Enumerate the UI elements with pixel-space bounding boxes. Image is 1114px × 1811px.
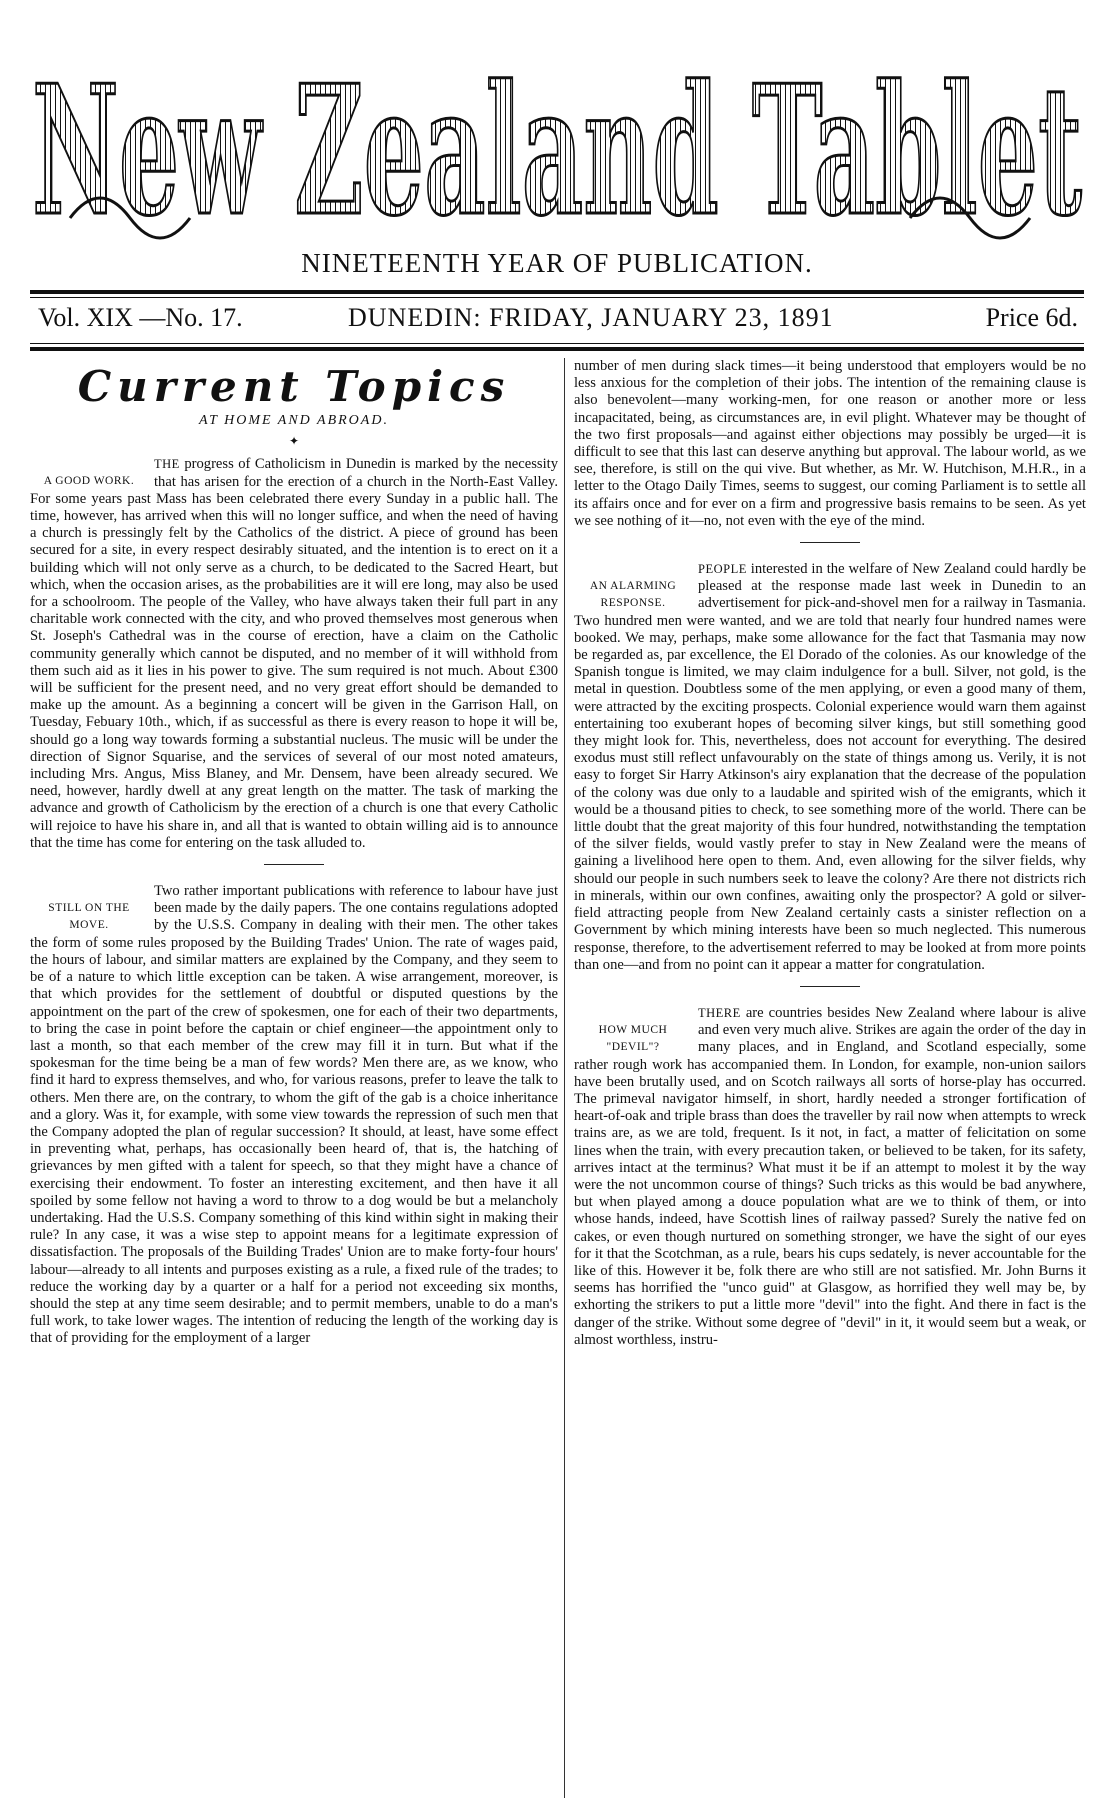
masthead-blackletter-title (30, 18, 1084, 248)
article-text: progress of Catholicism in Dunedin is marked by the necessity that has arisen for the erection of a church in the North-East Valley. For some years past Mass has been celebrated there every Sunday in a public hall. The time, however, has arrived when this will no longer suffice, and when the need of having a church is pressingly felt by the Catholics of the district. A piece of ground has been secured for a site, in every respect desirably situated, and the intention is to erect on it a building which will not only serve as a church, to be dedicated to the Sacred Heart, but which, when the occasion arises, as the probabilities are it will ere long, may also be used for a schoolroom. The people of the Valley, who have always taken their full part in any charitable work connected with the city, and who proved themselves most generous when St. Joseph's Cathedral was in the course of erection, have a claim on the Catholic community generally which cannot be disputed, and no member of it will withhold from them such aid as it lies in his power to give. The sum required is not much. About £300 will be sufficient for the present need, and no very great effort should be demanded to make up the amount. As a beginning a concert will be given in the Garrison Hall, on Tuesday, Febuary 10th., which, if as successful as there is every reason to hope it will be, should go a long way towards forming a substantial nucleus. The music will be under the direction of Signor Squarise, and the services of several of our most noted amateurs, including Mrs. Angus, Miss Blaney, and Mr. Densem, have been already secured. We need, however, hardly dwell at any great length on the matter. The task of marking the advance and growth of Catholicism by the erection of a church is one that every Catholic will rejoice to have his share in, and all that is wanted to obtain willing aid is to announce that the time has come for entering on the task alluded to. (30, 456, 558, 851)
article-text: Two rather important publications with reference to labour have just been made by the daily papers. The one contains regulations adopted by the U.S.S. Company in dealing with their men. The other takes the form of some rules proposed by the Building Trades' Union. The rate of wages paid, the hours of labour, and similar matters are explained by the Company, and they seem to be of a nature to which little exception can be taken. A wise arrangement, moreover, is that which provides for the settlement of doubtful or disputed questions by the appointment on the part of the crew of spokesmen, one for each of their two departments, to bring the case in point before the captain or chief engineer—the appointment only to last a month, so that each member of the crew may fill it in turn. But what if the spokesman for the time being be a man of few words? Men there are, as we know, who find it hard to express themselves, and who, for various reasons, prefer to leave the talk to others. Men there are, on the contrary, to whom the gift of the gab is a choice inheritance and a glory. Was it, for example, with some view towards the repression of such men that the Company adopted the plan of regular succession? It should, at least, have some effect in preventing what, perhaps, has occasionally been heard of, that is, the hatching of grievances by men gifted with a talent for speech, so that they might have a chance of exercising their endowment. To foster an interesting excitement, and then have it all spoiled by some fellow not having a word to throw to a dog would be but a melancholy undertaking. Had the U.S.S. Company something of this kind within sight in making their rule? In any case, it was a wise step to appoint means for a legitimate expression of dissatisfaction. The proposals of the Building Trades' Union are to make forty-four hours' labour—already to all intents and purposes existing as a rule, a fixed rule of the trades; to reduce the working day by a quarter or a half for a period not exceeding six months, should the step at any time seem desirable; and to permit members, unable to do a man's full work, to take lower wages. The intention of reducing the length of the working day is that of providing for the employment of a larger (30, 883, 558, 1347)
dateline: DUNEDIN: FRIDAY, JANUARY 23, 1891 (348, 303, 834, 332)
info-rule-thick (30, 347, 1084, 351)
right-column (574, 358, 1086, 1353)
column-divider (564, 358, 565, 1798)
price: Price 6d. (985, 303, 1078, 332)
issue-info-bar (38, 303, 1078, 339)
article-lead: THE (154, 457, 180, 472)
article-how-much-devil (574, 1005, 1086, 1349)
left-column (30, 358, 558, 1352)
article-a-good-work (30, 456, 558, 852)
article-side-label: HOW MUCH "DEVIL"? (598, 1023, 668, 1054)
section-heading: Current Topics (77, 362, 511, 411)
article-body (30, 456, 558, 852)
article-still-on-the-move (30, 883, 558, 1347)
article-separator (800, 986, 860, 987)
article-separator (800, 542, 860, 543)
article-side-label: STILL ON THE MOVE. (48, 902, 130, 932)
article-lead: PEOPLE (698, 562, 747, 577)
article-side-label: AN ALARMING RESPONSE. (589, 580, 677, 610)
article-text: number of men during slack times—it being understood that employers would be no less anxious for the completion of their jobs. The intention of the remaining clause is also benevolent—many working-men, for one reason or another more or less incapacitated, being, as circumstances are, in evil plight. Whatever may be thought of the two first proposals—and against either objections may possibly be urged—it is difficult to see that this last can deserve anything but approval. The labour world, as we see, therefore, is still on the qui vive. But whether, as Mr. W. Hutchison, M.H.R., in a letter to the Otago Daily Times, seems to suggest, our coming Parliament is to settle all its affairs once and for ever on a firm and progressive basis remains to be seen. As yet we see nothing of it—no, not even with the eye of the mind. (574, 358, 1086, 529)
article-body (574, 1005, 1086, 1349)
article-separator (264, 864, 324, 865)
article-an-alarming-response (574, 561, 1086, 974)
article-side-label: A GOOD WORK. (43, 475, 135, 488)
section-subheading: AT HOME AND ABROAD. (199, 413, 389, 428)
ornament-icon: ✦ (288, 434, 300, 449)
masthead-title: New Zealand Tablet (32, 46, 1082, 248)
article-continued (574, 358, 1086, 530)
masthead (30, 18, 1084, 258)
article-body (574, 358, 1086, 530)
info-rule-thin (30, 343, 1084, 344)
article-lead: THERE (698, 1005, 741, 1020)
top-rule-thin (30, 297, 1084, 298)
article-text: interested in the welfare of New Zealand could hardly be pleased at the response made last week in Dunedin to an advertisement for pick-and-shovel men for a railway in Tasmania. Two hundred men were wanted, and we are told that nearly four hundred names were booked. We may, perhaps, make some allowance for the fact that Tasmania may now be regarded as, par excellence, the El Dorado of the colonies. As our knowledge of the Spanish tongue is limited, we may claim indulgence for a bull. Silver, not gold, is the metal in question. Doubtless some of the men applying, or even a good many of them, were attracted by the exciting prospects. Colonial experience would warn them against entertaining too exuberant hopes of becoming silver kings, but still something good they might look for. This, nevertheless, does not account for everything. The desired exodus must still reflect unfavourably on the state of things among us. Verily, it is not easy to forget Sir Harry Atkinson's airy explanation that the decrease of the population of the colony was due only to a laudable and spirited wish of the emigrants, which it would be a thousand pities to check, to see something more of the world. There can be little doubt that the great majority of this four hundred, notwithstanding the temptation of the silver fields, would vastly prefer to stay in New Zealand were the means of gaining a livelihood here open to them. And, even allowing for the silver fields, why should our people in such numbers seek to leave the colony? Are there not districts rich in minerals, within our own confines, awaiting only the prospector? A gold or silver-field attracting people from New Zealand certainly casts a sinister reflection on a Government by which mining interests have been so much neglected. This numerous response, therefore, to the advertisement referred to may be looked at from more points than one—and from no point can it appear a matter for congratulation. (574, 561, 1086, 973)
article-body (30, 883, 558, 1347)
article-body (574, 561, 1086, 974)
masthead-subtitle: NINETEENTH YEAR OF PUBLICATION. (301, 248, 813, 278)
article-text: are countries besides New Zealand where labour is alive and even very much alive. Strikes are again the order of the day in many places, and in England, and Scotland especially, some rather rough work has accompanied them. In London, for example, non-union sailors have been brutally used, and on Scotch railways all sorts of horse-play has occurred. The primeval navigator himself, in short, hardly needed a stronger fortification of heart-of-oak and triple brass than does the traveller by rail now when attempts to wreck trains are, as we are told, frequent. Is it not, in fact, a matter of felicitation on some lines when the train, with every precaution taken, or believed to be taken, for its safety, arrives intact at the terminus? What must it be if an attempt to molest it by the way were the not uncommon course of things? Such tricks as this would be bad anywhere, but when played among a douce population what are we to think of them, or into whose hands, indeed, have Scottish lines of railway passed? Surely the native fed on cakes, or even though nurtured on something stronger, we have the sight of our eyes for it that the Scotchman, as a rule, bears his cups sedately, is never accountable for the like of this. However it be, folk there are who still are not satisfied. Mr. John Burns it seems has horrified the "unco guid" at Glasgow, as horrified they well may be, by exhorting the strikers to put a little more "devil" into the fight. And there in fact is the danger of the strike. Without some degree of "devil" in it, it would seem but a weak, or almost worthless, instru- (574, 1004, 1086, 1348)
volume-number: Vol. XIX —No. 17. (38, 303, 243, 332)
top-rule-thick (30, 290, 1084, 294)
